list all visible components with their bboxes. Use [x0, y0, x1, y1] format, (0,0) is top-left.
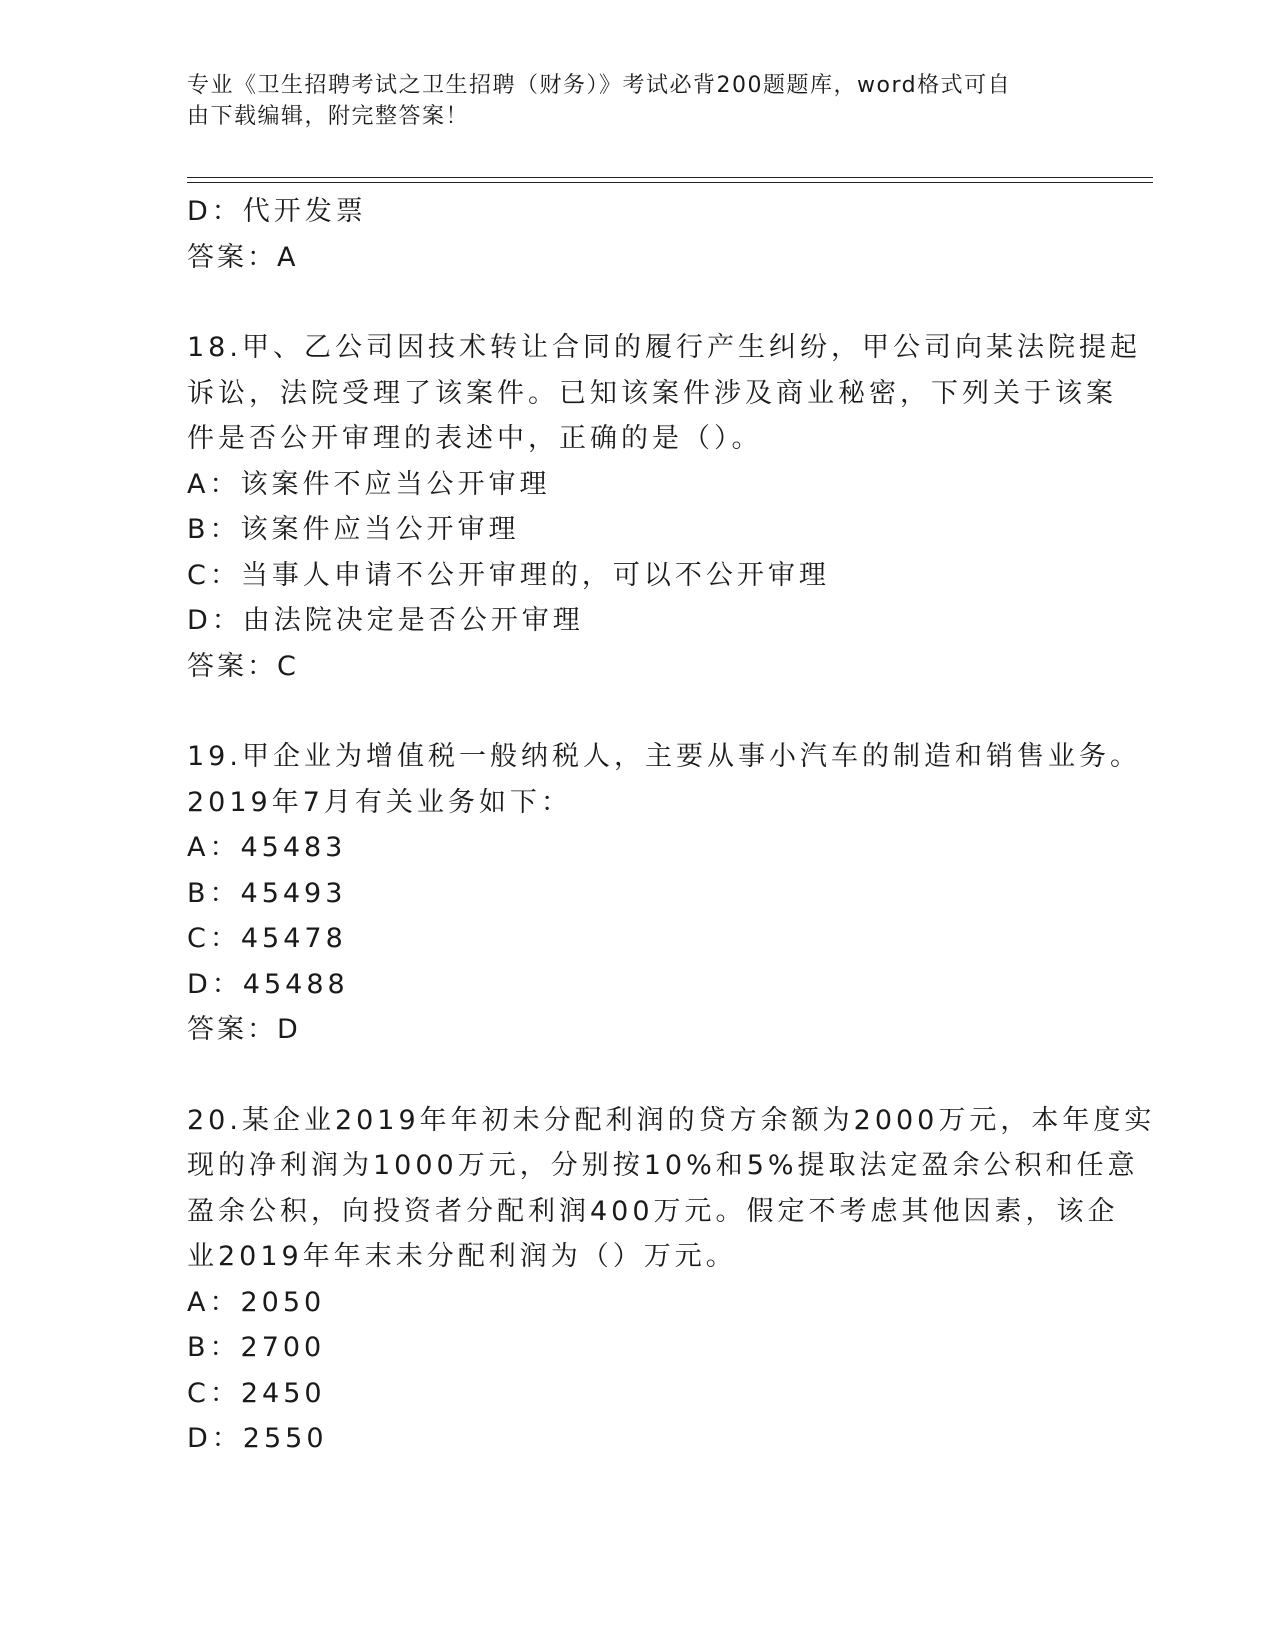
option-a: A：45483 — [187, 832, 347, 863]
header-divider-top — [187, 177, 1153, 178]
question-text-line: 现的净利润为1000万元，分别按10%和5%提取法定盈余公积和任意 — [187, 1150, 1139, 1181]
question-text-line: 盈余公积，向投资者分配利润400万元。假定不考虑其他因素，该企 — [187, 1195, 1119, 1227]
header-line-2: 由下载编辑，附完整答案！ — [187, 104, 470, 129]
option-c: C：2450 — [187, 1377, 326, 1409]
question-20 — [187, 1098, 1156, 1462]
option-d: D：2550 — [187, 1423, 328, 1454]
option-a: A：2050 — [187, 1286, 326, 1318]
header-line-1: 专业《卫生招聘考试之卫生招聘（财务）》考试必背200题题库，word格式可自 — [187, 73, 1012, 98]
option-c: C：当事人申请不公开审理的，可以不公开审理 — [187, 559, 830, 591]
option-a: A：该案件不应当公开审理 — [187, 468, 551, 500]
prev-option-d: D：代开发票 — [187, 196, 367, 227]
answer: 答案：D — [187, 1014, 301, 1045]
document-header — [187, 70, 1087, 132]
spacer — [187, 689, 1087, 734]
question-18 — [187, 325, 1141, 689]
option-b: B：2700 — [187, 1332, 326, 1363]
option-d: D：由法院决定是否公开审理 — [187, 605, 584, 636]
question-text-line: 2019年7月有关业务如下： — [187, 786, 572, 818]
option-d: D：45488 — [187, 968, 349, 1000]
question-text-line: 19.甲企业为增值税一般纳税人，主要从事小汽车的制造和销售业务。 — [187, 741, 1141, 772]
question-19 — [187, 734, 1141, 1053]
question-text-line: 18.甲、乙公司因技术转让合同的履行产生纠纷，甲公司向某法院提起 — [187, 332, 1141, 363]
header-divider-bottom — [187, 182, 1153, 183]
question-text-line: 业2019年年末未分配利润为（）万元。 — [187, 1241, 737, 1272]
option-c: C：45478 — [187, 923, 347, 954]
spacer — [187, 280, 1087, 325]
question-text-line: 20.某企业2019年年初未分配利润的贷方余额为2000万元，本年度实 — [187, 1104, 1156, 1136]
option-b: B：45493 — [187, 877, 347, 909]
spacer — [187, 1053, 1087, 1098]
prev-answer: 答案：A — [187, 241, 299, 273]
question-text-line: 诉讼，法院受理了该案件。已知该案件涉及商业秘密，下列关于该案 — [187, 377, 1117, 409]
answer: 答案：C — [187, 650, 299, 682]
question-text-line: 件是否公开审理的表述中，正确的是（）。 — [187, 423, 763, 454]
option-b: B：该案件应当公开审理 — [187, 514, 520, 545]
document-body — [187, 189, 1156, 1462]
